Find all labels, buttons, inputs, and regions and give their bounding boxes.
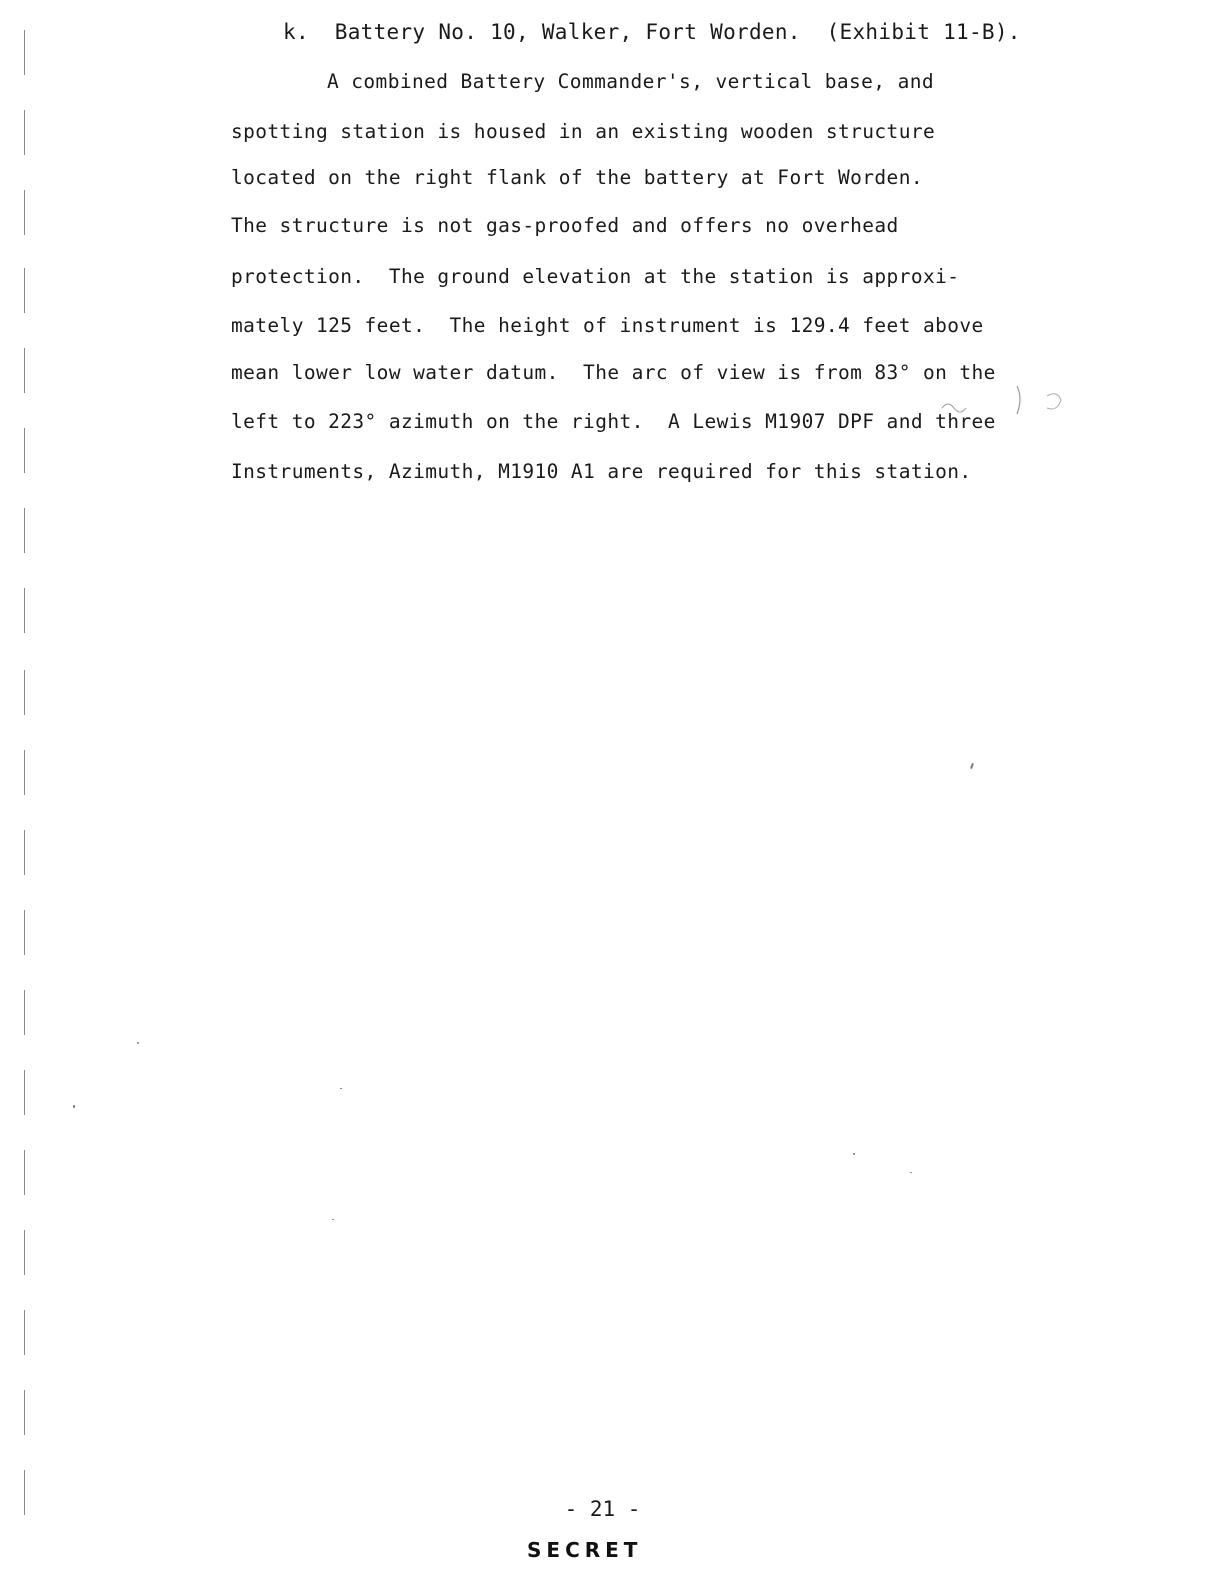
margin-binding-mark (24, 508, 25, 553)
scan-speck (73, 1105, 75, 1108)
paragraph-line: mean lower low water datum. The arc of view is from 83° on the (231, 361, 996, 384)
margin-binding-mark (24, 910, 25, 955)
margin-binding-mark (24, 1390, 25, 1435)
paragraph-line: spotting station is housed in an existing wooden structure (231, 120, 936, 143)
margin-binding-mark (24, 30, 25, 75)
margin-binding-mark (24, 1230, 25, 1275)
scan-speck (340, 1088, 342, 1089)
margin-binding-mark (24, 268, 25, 313)
paragraph-line: protection. The ground elevation at the station is approxi- (231, 265, 960, 288)
margin-binding-mark (24, 1310, 25, 1355)
section-heading: k. Battery No. 10, Walker, Fort Worden. (Exhibit 11-B). (283, 20, 1021, 44)
paragraph-line: The structure is not gas-proofed and offers no overhead (231, 214, 899, 237)
paragraph-line: A combined Battery Commander's, vertical base, and (327, 70, 934, 93)
margin-binding-mark (24, 348, 25, 393)
page-number: - 21 - (564, 1497, 641, 1521)
margin-binding-mark (24, 670, 25, 715)
margin-binding-mark (24, 428, 25, 473)
scan-speck (910, 1172, 912, 1173)
margin-binding-mark (24, 990, 25, 1035)
margin-binding-mark (24, 1150, 25, 1195)
paragraph-line: located on the right flank of the battery at Fort Worden. (231, 166, 923, 189)
margin-binding-mark (24, 830, 25, 875)
scan-speck (137, 1042, 139, 1044)
margin-binding-mark (24, 1070, 25, 1115)
margin-binding-mark (24, 110, 25, 155)
paragraph-line: Instruments, Azimuth, M1910 A1 are required for this station. (231, 460, 972, 483)
margin-binding-mark (24, 190, 25, 235)
scan-speck (970, 763, 974, 769)
paragraph-line: left to 223° azimuth on the right. A Lewis M1907 DPF and three (231, 410, 996, 433)
scan-speck (332, 1219, 334, 1220)
paragraph-line: mately 125 feet. The height of instrument is 129.4 feet above (231, 314, 984, 337)
margin-binding-mark (24, 750, 25, 795)
scan-speck (853, 1153, 855, 1155)
classification-stamp: SECRET (527, 1538, 643, 1562)
margin-binding-mark (24, 588, 25, 633)
